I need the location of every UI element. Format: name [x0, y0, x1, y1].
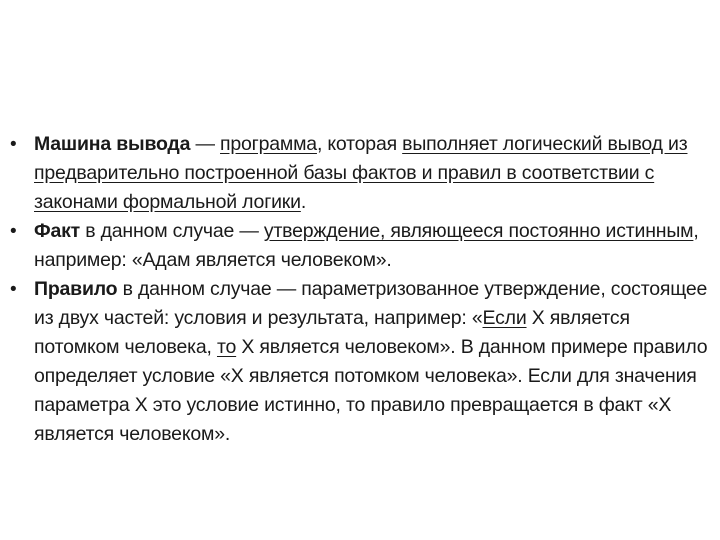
term-text: Машина вывода: [34, 133, 191, 155]
body-text: в данном случае —: [80, 220, 264, 242]
body-text: , например: «Адам является человеком».: [34, 220, 699, 271]
body-text: в данном случае — параметризованное утверждение, состоящее из двух частей: условия и результата, например: «: [34, 278, 708, 329]
hyperlink-text[interactable]: утверждение, являющееся постоянно истинным: [263, 220, 694, 242]
bullet-item: [8, 275, 712, 449]
hyperlink-text[interactable]: выполняет логический вывод из предварительно построенной базы фактов и правил в соответствии с законами формальной логики: [34, 133, 688, 213]
hyperlink-text[interactable]: Если: [482, 307, 527, 329]
bullet-item: [8, 217, 712, 275]
body-text: , которая: [316, 133, 403, 155]
bullet-item: [8, 130, 712, 217]
bullet-marker: •: [10, 279, 17, 300]
body-text: X является потомком человека,: [34, 307, 630, 358]
term-text: Правило: [34, 278, 118, 300]
body-text: —: [190, 133, 221, 155]
term-text: Факт: [34, 220, 80, 242]
bullet-marker: •: [10, 221, 17, 242]
body-text: X является человеком». В данном примере правило определяет условие «X является потомком человека». Если для значения параметра X это условие истинно, то правило превращается в факт «X является человеком».: [34, 336, 708, 445]
bullet-list: [8, 130, 712, 449]
body-text: .: [300, 191, 307, 213]
hyperlink-text[interactable]: программа: [220, 133, 317, 155]
hyperlink-text[interactable]: то: [216, 336, 237, 358]
bullet-marker: •: [10, 134, 17, 155]
